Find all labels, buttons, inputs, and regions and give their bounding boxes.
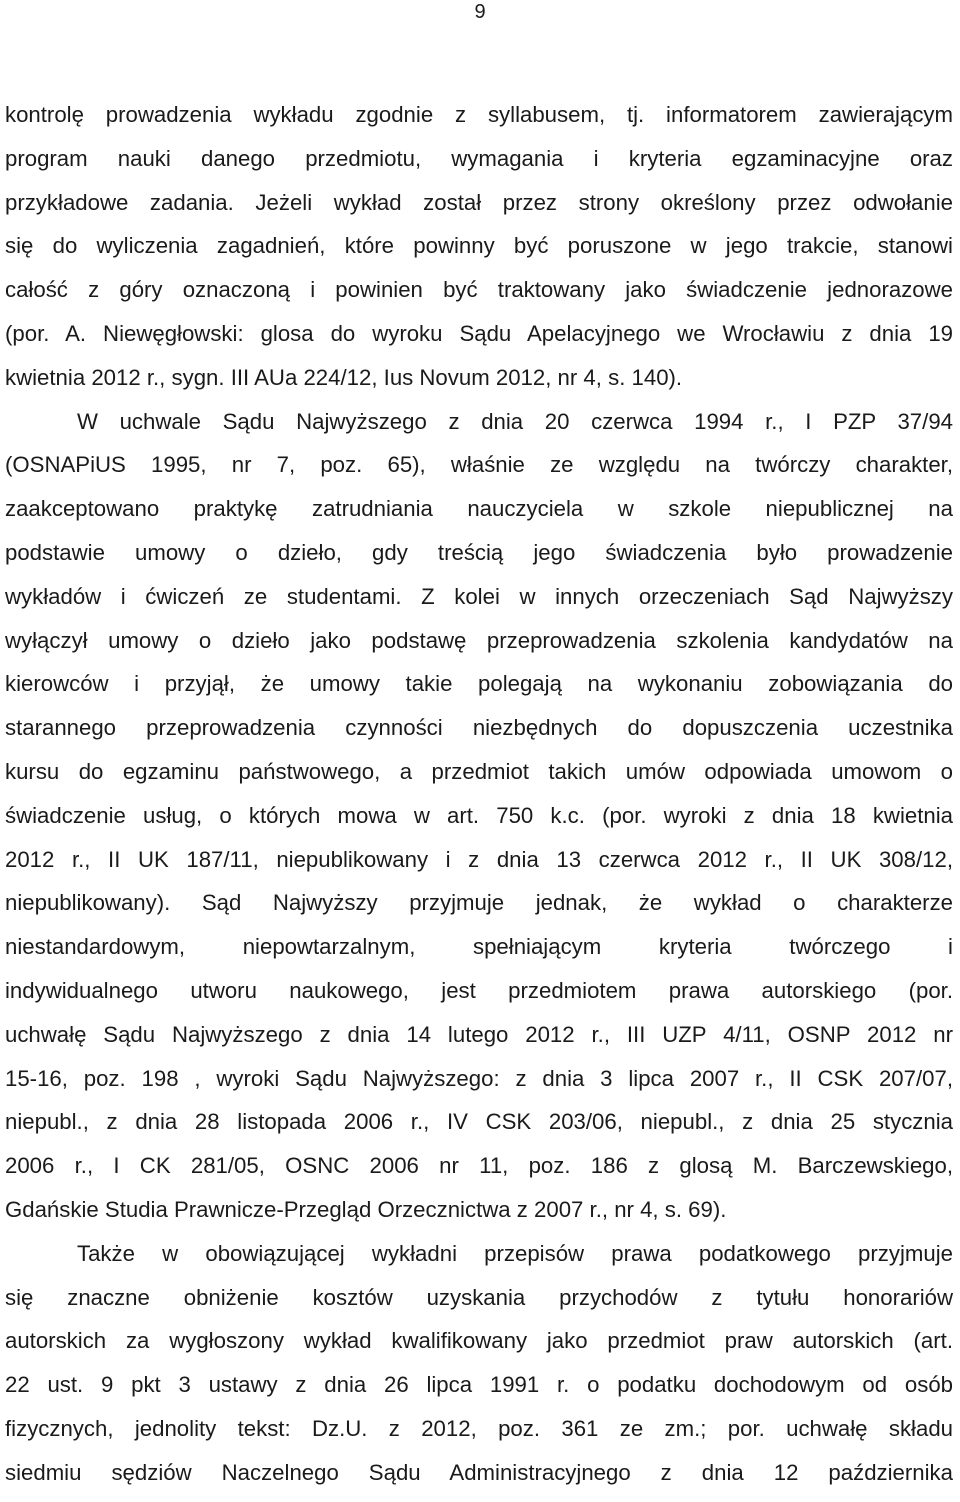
document-body — [5, 93, 953, 1495]
text-line: Gdańskie Studia Prawnicze-Przegląd Orzecznictwa z 2007 r., nr 4, s. 69). — [5, 1196, 727, 1222]
text-line: 2006 r., I CK 281/05, OSNC 2006 nr 11, poz. 186 z glosą M. Barczewskiego, — [5, 1153, 953, 1179]
page-number: 9 — [474, 1, 486, 23]
text-line: Także w obowiązującej wykładni przepisów prawa podatkowego przyjmuje — [77, 1240, 953, 1266]
text-line: starannego przeprowadzenia czynności niezbędnych do dopuszczenia uczestnika — [5, 715, 953, 741]
text-line: niepubl., z dnia 28 listopada 2006 r., IV CSK 203/06, niepubl., z dnia 25 stycznia — [5, 1109, 953, 1135]
text-line: 15-16, poz. 198 , wyroki Sądu Najwyższego: z dnia 3 lipca 2007 r., II CSK 207/07, — [5, 1065, 953, 1091]
text-line: wyłączył umowy o dzieło jako podstawę przeprowadzenia szkolenia kandydatów na — [5, 627, 953, 653]
text-line: (OSNAPiUS 1995, nr 7, poz. 65), właśnie ze względu na twórczy charakter, — [5, 452, 953, 478]
text-line: wykładów i ćwiczeń ze studentami. Z kolei w innych orzeczeniach Sąd Najwyższy — [5, 583, 953, 609]
text-line: niepublikowany). Sąd Najwyższy przyjmuje jednak, że wykład o charakterze — [5, 890, 953, 916]
text-line: 2012 r., II UK 187/11, niepublikowany i z dnia 13 czerwca 2012 r., II UK 308/12, — [5, 846, 953, 872]
text-line: autorskich za wygłoszony wykład kwalifikowany jako przedmiot praw autorskich (art. — [5, 1328, 953, 1354]
text-line: 22 ust. 9 pkt 3 ustawy z dnia 26 lipca 1991 r. o podatku dochodowym od osób — [5, 1372, 953, 1398]
text-line: przykładowe zadania. Jeżeli wykład został przez strony określony przez odwołanie — [5, 189, 953, 215]
text-line: indywidualnego utworu naukowego, jest przedmiotem prawa autorskiego (por. — [5, 977, 953, 1003]
text-line: całość z góry oznaczoną i powinien być traktowany jako świadczenie jednorazowe — [5, 277, 953, 303]
text-line: kontrolę prowadzenia wykładu zgodnie z syllabusem, tj. informatorem zawierającym — [5, 102, 953, 127]
text-line: W uchwale Sądu Najwyższego z dnia 20 czerwca 1994 r., I PZP 37/94 — [77, 408, 953, 434]
text-line: kierowców i przyjął, że umowy takie polegają na wykonaniu zobowiązania do — [5, 671, 953, 697]
text-line: zaakceptowano praktykę zatrudniania nauczyciela w szkole niepublicznej na — [5, 496, 953, 522]
text-line: fizycznych, jednolity tekst: Dz.U. z 2012, poz. 361 ze zm.; por. uchwałę składu — [5, 1415, 953, 1441]
text-line: podstawie umowy o dzieło, gdy treścią jego świadczenia było prowadzenie — [5, 539, 953, 565]
text-line: program nauki danego przedmiotu, wymagania i kryteria egzaminacyjne oraz — [5, 145, 953, 171]
text-line: uchwałę Sądu Najwyższego z dnia 14 lutego 2012 r., III UZP 4/11, OSNP 2012 nr — [5, 1021, 953, 1047]
text-line: się do wyliczenia zagadnień, które powinny być poruszone w jego trakcie, stanowi — [5, 233, 953, 259]
text-line: (por. A. Niewęgłowski: glosa do wyroku Sądu Apelacyjnego we Wrocławiu z dnia 19 — [5, 320, 953, 346]
text-line: kwietnia 2012 r., sygn. III AUa 224/12, Ius Novum 2012, nr 4, s. 140). — [5, 364, 683, 390]
text-line: kursu do egzaminu państwowego, a przedmiot takich umów odpowiada umowom o — [5, 758, 953, 784]
text-line: niestandardowym, niepowtarzalnym, spełniającym kryteria twórczego i — [5, 934, 953, 960]
text-line: się znaczne obniżenie kosztów uzyskania przychodów z tytułu honorariów — [5, 1284, 953, 1310]
text-line: świadczenie usług, o których mowa w art. 750 k.c. (por. wyroki z dnia 18 kwietnia — [5, 802, 953, 828]
text-line: siedmiu sędziów Naczelnego Sądu Administracyjnego z dnia 12 października — [5, 1459, 953, 1485]
